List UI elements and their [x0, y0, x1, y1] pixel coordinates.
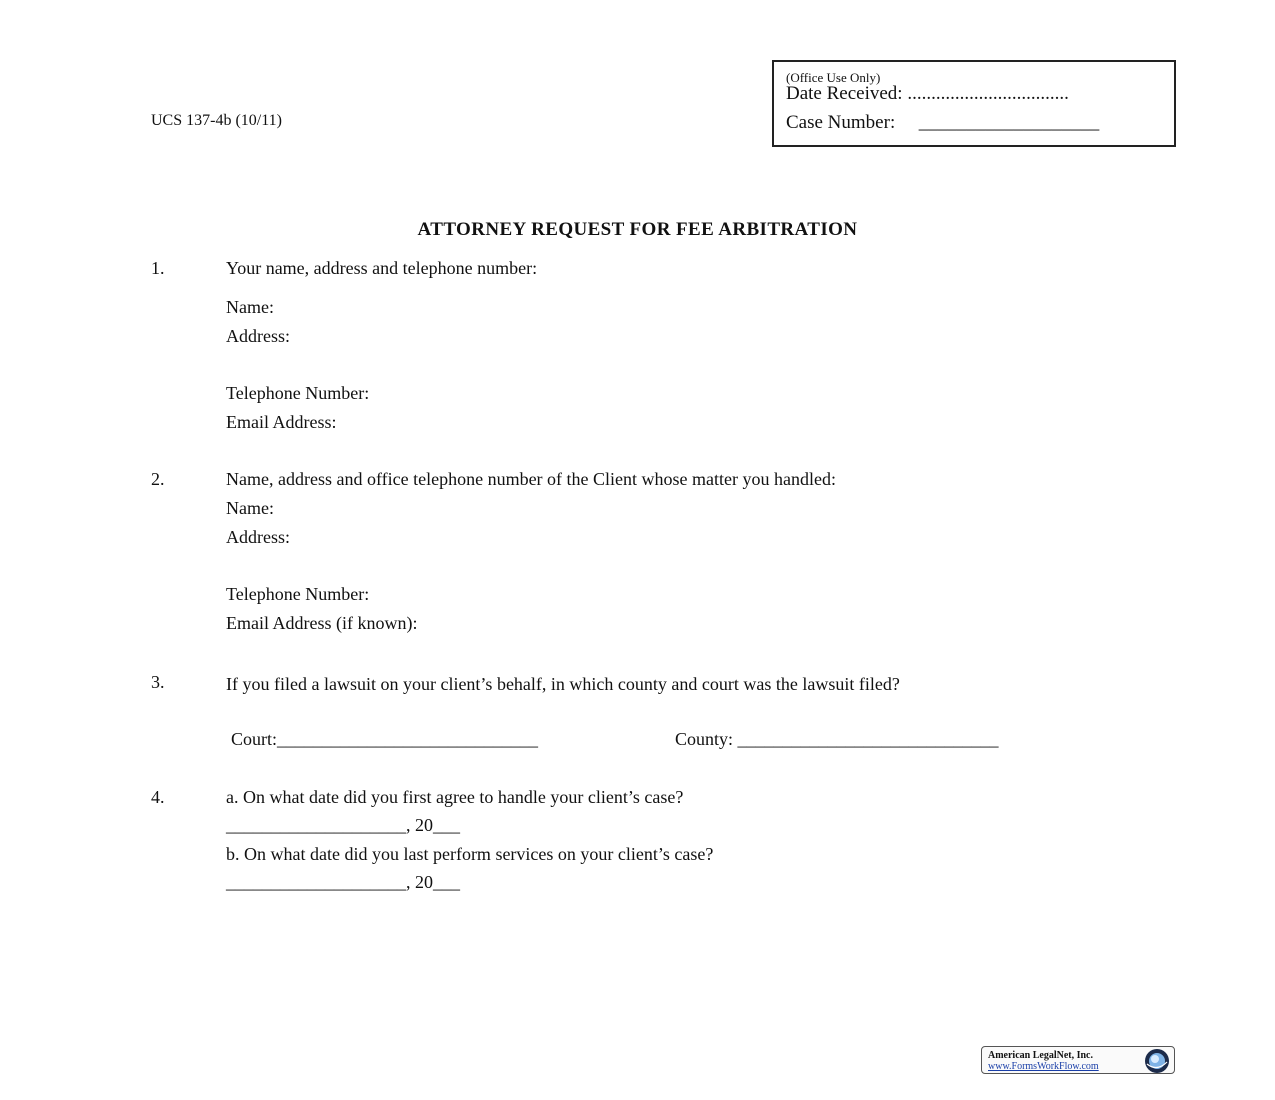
date-received-row	[786, 83, 1069, 105]
s1-email-field[interactable]: Email Address:	[226, 412, 337, 432]
section-4b-prompt: b. On what date did you last perform services on your client’s case?	[226, 844, 714, 864]
case-number-row	[786, 112, 1099, 134]
s2-address-field[interactable]: Address:	[226, 527, 290, 547]
forms-workflow-link[interactable]: www.FormsWorkFlow.com	[988, 1061, 1099, 1072]
s1-name-field[interactable]: Name:	[226, 297, 274, 317]
date-received-label: Date Received:	[786, 83, 903, 104]
section-3-prompt: If you filed a lawsuit on your client’s behalf, in which county and court was the lawsuit filed?	[226, 674, 900, 694]
office-use-box	[772, 60, 1176, 147]
section-4-number: 4.	[151, 787, 165, 807]
s2-name-field[interactable]: Name:	[226, 498, 274, 518]
court-field[interactable]: Court:_____________________________	[231, 729, 539, 749]
american-legalnet-logo	[981, 1046, 1175, 1074]
s2-telephone-field[interactable]: Telephone Number:	[226, 584, 370, 604]
s1-address-field[interactable]: Address:	[226, 326, 290, 346]
section-1-prompt: Your name, address and telephone number:	[226, 258, 538, 278]
globe-icon	[1144, 1048, 1170, 1074]
first-agree-date-field[interactable]: ____________________, 20___	[226, 815, 460, 835]
section-1-number: 1.	[151, 258, 165, 278]
office-use-heading: (Office Use Only)	[786, 70, 881, 85]
section-4a-prompt: a. On what date did you first agree to handle your client’s case?	[226, 787, 684, 807]
form-id: UCS 137-4b (10/11)	[151, 112, 282, 129]
date-received-field[interactable]: ..................................	[907, 83, 1069, 104]
company-name: American LegalNet, Inc.	[988, 1050, 1093, 1061]
s2-email-field[interactable]: Email Address (if known):	[226, 613, 418, 633]
county-field[interactable]: County: _____________________________	[675, 729, 999, 749]
section-2-number: 2.	[151, 469, 165, 489]
case-number-label: Case Number:	[786, 112, 896, 133]
section-2-prompt: Name, address and office telephone number of the Client whose matter you handled:	[226, 469, 836, 489]
section-3-number: 3.	[151, 672, 165, 692]
case-number-field[interactable]: ___________________	[918, 112, 1100, 133]
s1-telephone-field[interactable]: Telephone Number:	[226, 383, 370, 403]
form-title: ATTORNEY REQUEST FOR FEE ARBITRATION	[417, 219, 858, 240]
last-service-date-field[interactable]: ____________________, 20___	[226, 872, 460, 892]
